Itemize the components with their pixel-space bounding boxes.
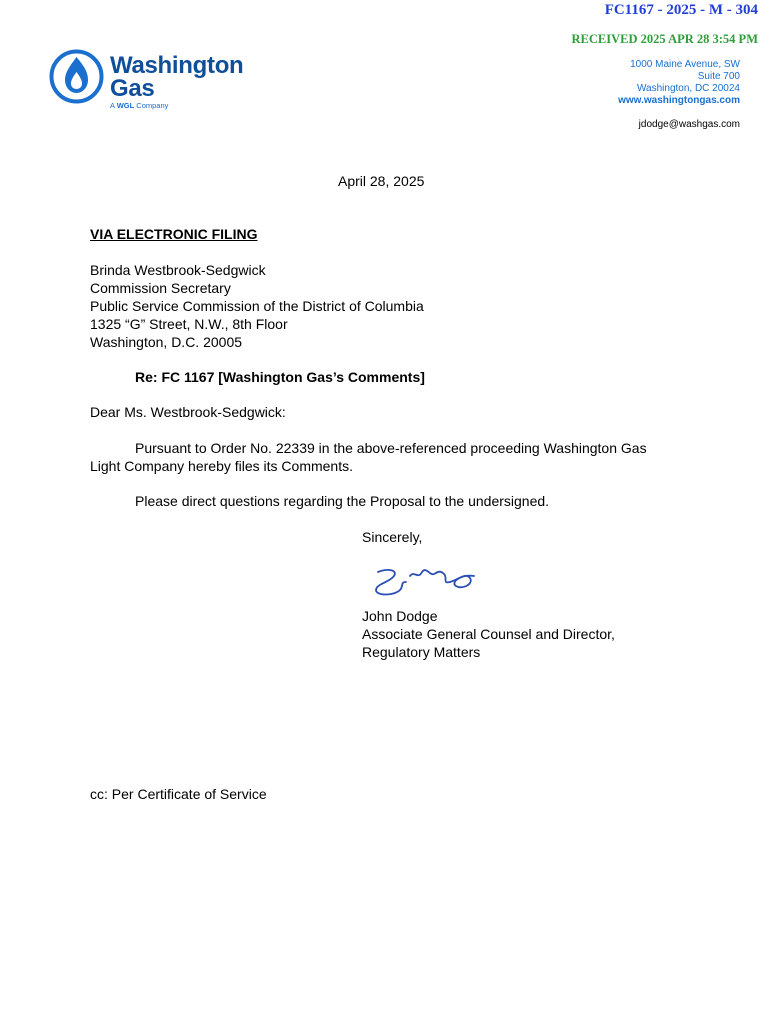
handwritten-signature	[370, 560, 480, 600]
logo-tagline: A WGL Company	[110, 101, 169, 110]
letter-date: April 28, 2025	[338, 173, 425, 189]
recipient-line: Washington, D.C. 20005	[90, 334, 243, 350]
salutation: Dear Ms. Westbrook-Sedgwick:	[90, 404, 286, 420]
body-paragraph-2: Please direct questions regarding the Proposal to the undersigned.	[135, 493, 550, 509]
company-logo	[48, 48, 248, 112]
flame-icon	[48, 48, 105, 105]
recipient-line: Commission Secretary	[90, 280, 231, 296]
address-suite: Suite 700	[697, 71, 740, 82]
recipient-address	[90, 261, 424, 351]
filing-number-stamp: FC1167 - 2025 - M - 304	[604, 2, 758, 18]
logo-wordmark-line2: Gas	[110, 75, 155, 102]
body-paragraph-1: Pursuant to Order No. 22339 in the above-referenced proceeding Washington Gas	[135, 440, 647, 456]
signer-name: John Dodge	[362, 608, 438, 624]
recipient-line: Public Service Commission of the District of Columbia	[90, 298, 424, 314]
logo-wordmark-line1: Washington	[110, 52, 244, 79]
signer-title: Associate General Counsel and Director,	[362, 626, 615, 642]
recipient-line: Brinda Westbrook-Sedgwick	[90, 262, 266, 278]
signature-block	[362, 607, 615, 661]
company-address	[618, 59, 740, 107]
body-paragraph-1-continued: Light Company hereby files its Comments.	[90, 458, 353, 474]
received-date-stamp: RECEIVED 2025 APR 28 3:54 PM	[571, 32, 758, 46]
subject-line: Re: FC 1167 [Washington Gas’s Comments]	[135, 369, 425, 385]
contact-email[interactable]: jdodge@washgas.com	[638, 119, 740, 130]
filing-method-heading: VIA ELECTRONIC FILING	[90, 226, 258, 242]
closing: Sincerely,	[362, 529, 423, 545]
recipient-line: 1325 “G” Street, N.W., 8th Floor	[90, 316, 288, 332]
address-city: Washington, DC 20024	[636, 83, 740, 94]
signer-title-continued: Regulatory Matters	[362, 644, 481, 660]
cc-line: cc: Per Certificate of Service	[90, 786, 267, 802]
website-link[interactable]: www.washingtongas.com	[618, 95, 740, 106]
address-street: 1000 Maine Avenue, SW	[630, 59, 740, 70]
